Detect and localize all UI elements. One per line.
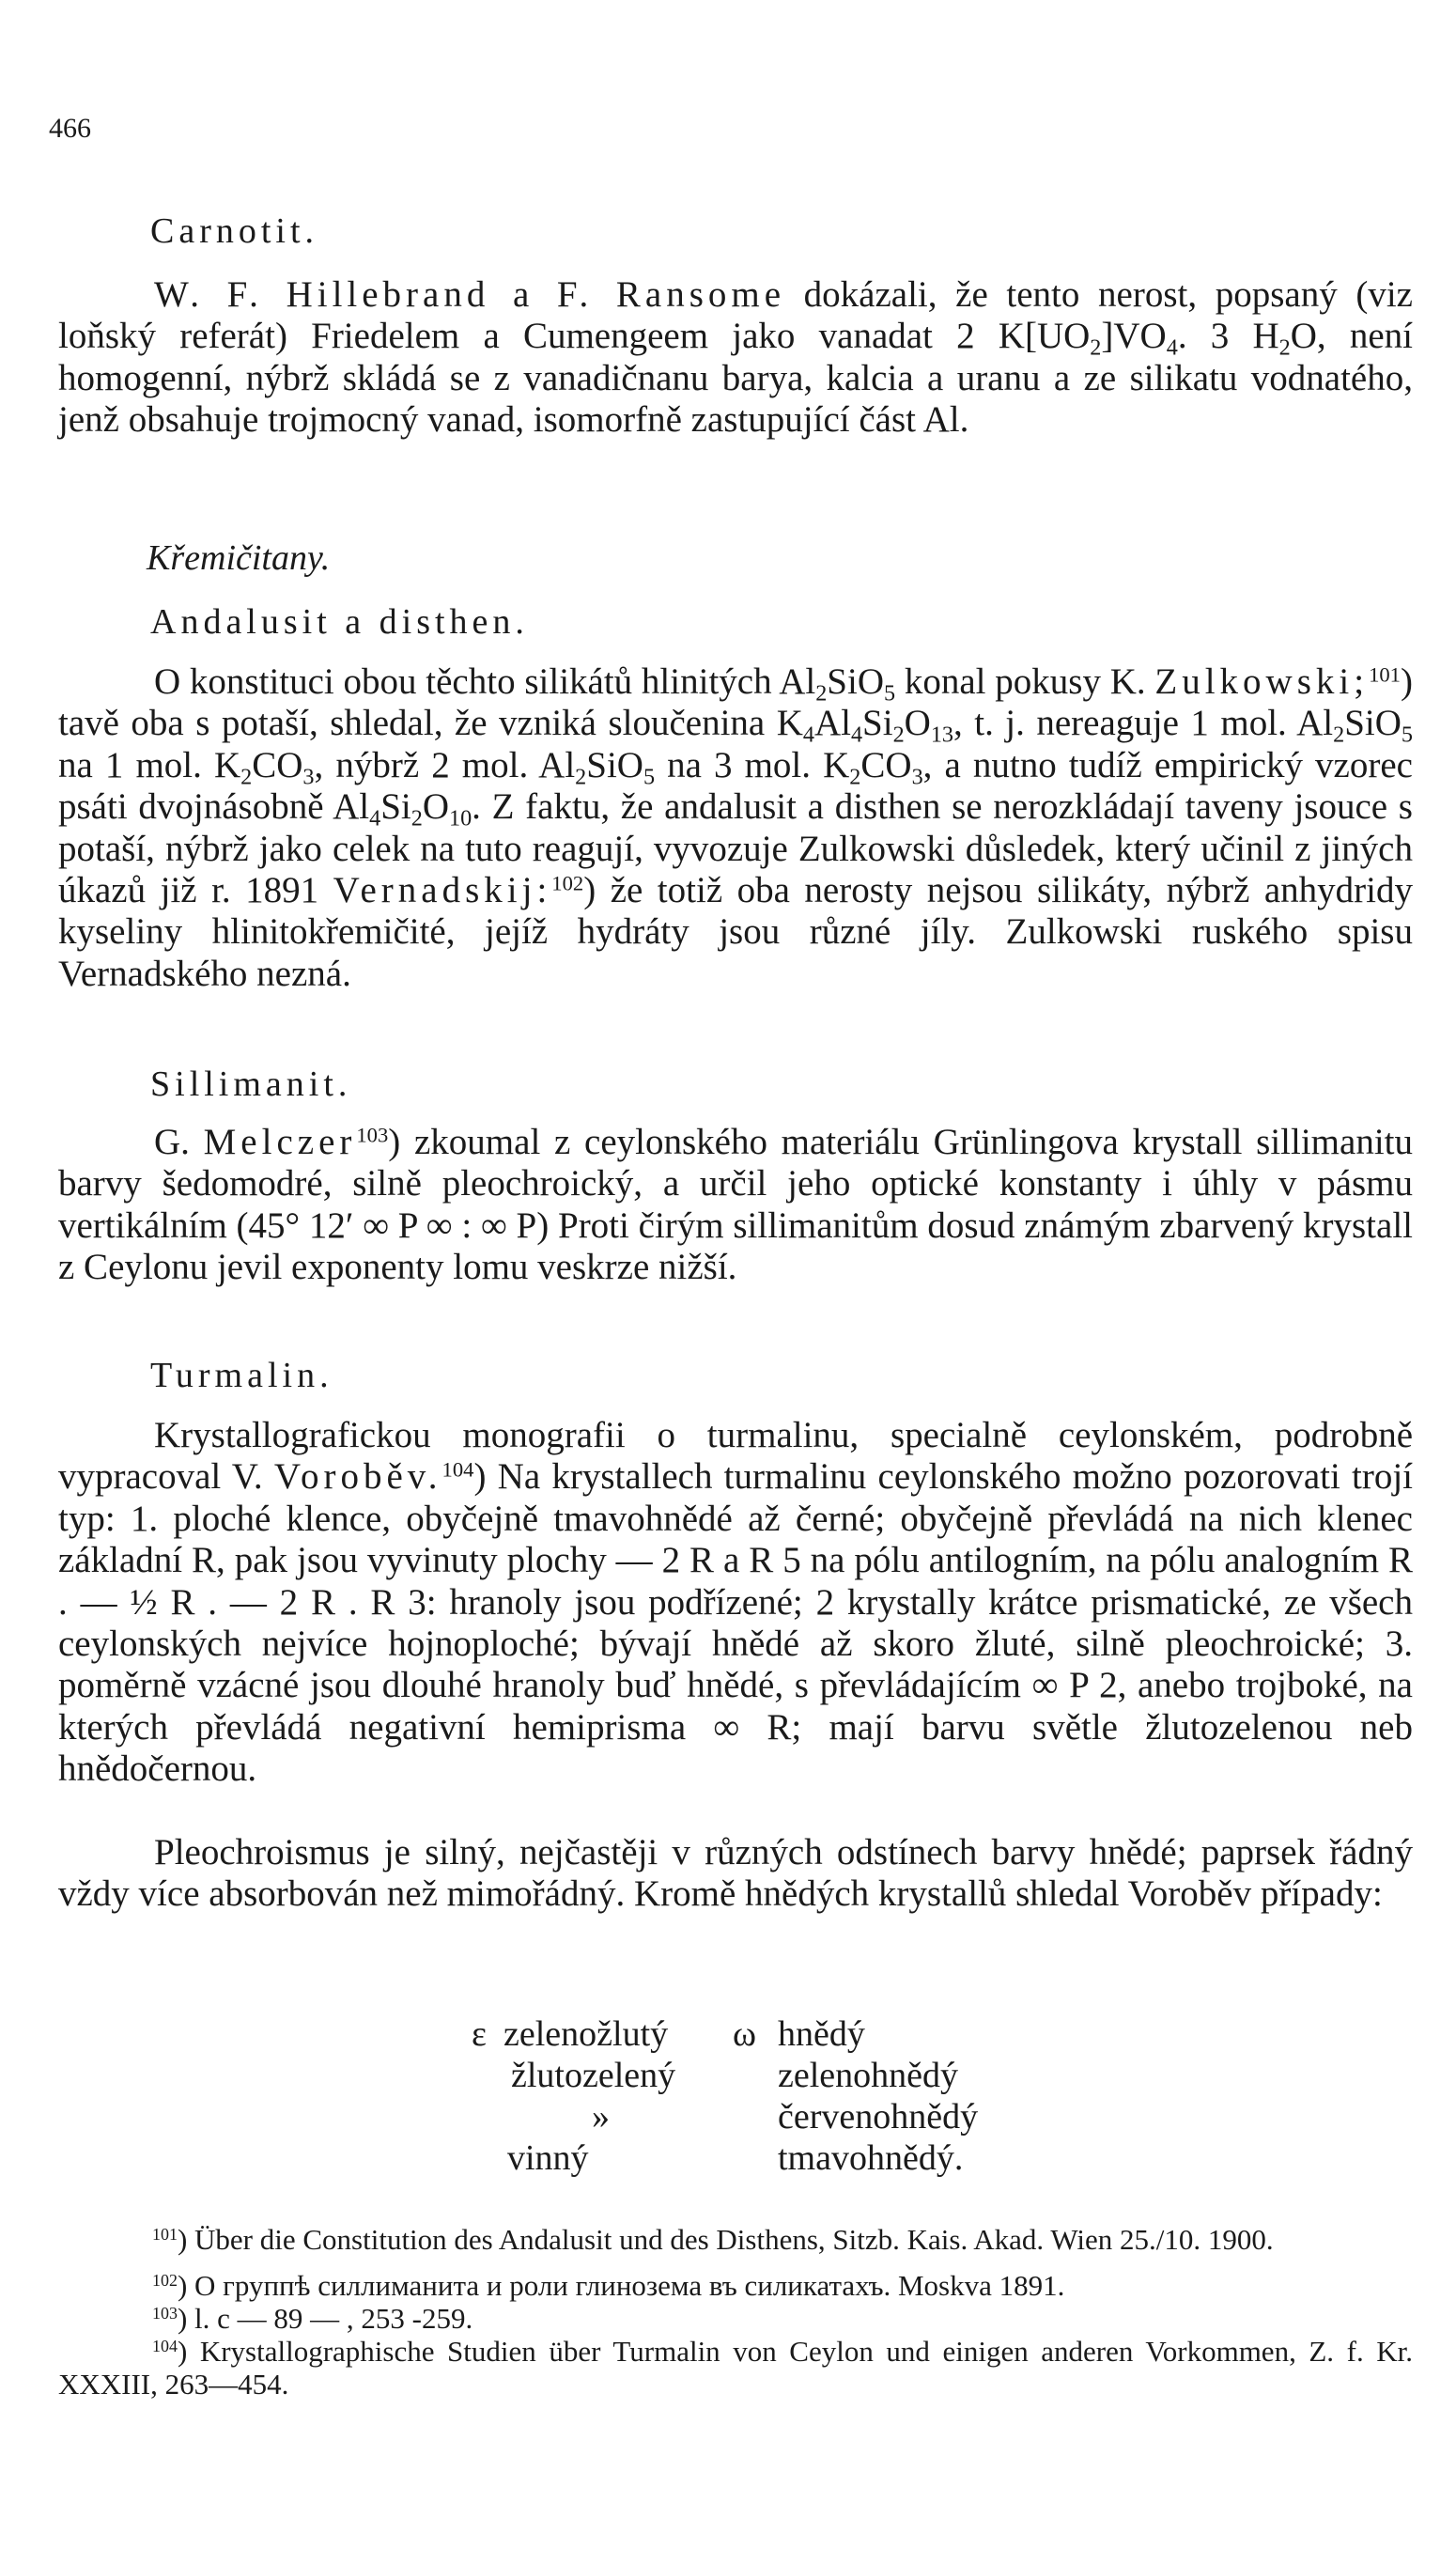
footnotes [58,2223,1413,2401]
footnote-ref: 103 [356,1123,389,1147]
table-cell: zelenohnědý [778,2056,959,2095]
paragraph-carnotit: W. F. Hillebrand a F. Ransome dokázali, že tento nerost, popsaný (viz loňský referát) Friedelem a Cumengeem jako vanadat 2 $K[UO_2]VO_4$. 3 $H_2O$, není homogenní, nýbrž skládá se z vanadičnanu barya, kalcia a uranu a ze silikatu vodnatého, jenž obsahuje trojmocný vanad, isomorfně zastupující část Al. [58,274,1413,441]
footnote-ref: 101 [1369,662,1401,687]
author-name: Melczer [203,1122,357,1162]
footnote-number: 103 [152,2304,178,2323]
footnote-ref: 104 [441,1457,474,1482]
table-cell: hnědý [778,2014,865,2054]
footnote-104: $^{104}$) Krystallographische Studien über Turmalin von Ceylon und einigen anderen Vorkommen, Z. f. Kr. XXXIII, 263—454. [58,2335,1413,2401]
paragraph-sillimanit: G. Melczer$^{103}$) zkoumal z ceylonského materiálu Grünlingova krystall sillimanitu barvy šedomodré, silně pleochroický, a určil jeho optické konstanty i úhly v pásmu vertikálním (45° 12′ ∞ P ∞ : ∞ P) Proti čirým sillimanitům dosud známým zbarvený krystall z Ceylonu jevil exponenty lomu veskrze nižší. [58,1122,1413,1288]
footnote-101: $^{101}$) Über die Constitution des Andalusit und des Disthens, Sitzb. Kais. Akad. Wien 25./10. 1900. [152,2223,1274,2256]
table-cell: červenohnědý [778,2097,979,2137]
paragraph-pleochroismus: Pleochroismus je silný, nejčastěji v různých odstínech barvy hnědé; paprsek řádný vždy více absorbován než mimořádný. Kromě hnědých krystallů shledal Voroběv případy: [58,1832,1413,1915]
table-epsilon-symbol: ε [472,2014,487,2054]
table-cell: vinný [507,2138,589,2178]
heading-turmalin: Turmalin. [150,1356,333,1395]
heading-sillimanit: Sillimanit. [150,1064,352,1104]
table-cell: žlutozelený [511,2056,676,2095]
heading-carnotit: Carnotit. [150,211,319,251]
footnote-number: 101 [152,2225,178,2245]
table-cell: » [592,2097,610,2137]
footnote-102: $^{102}$) О группѣ силлиманита и роли глинозема въ силикатахъ. Moskva 1891. [152,2269,1065,2302]
heading-andalusit: Andalusit a disthen. [150,602,529,642]
table-omega-symbol: ω [733,2014,757,2054]
paragraph-turmalin: Krystallografickou monografii o turmalinu, specialně ceylonském, podrobně vypracoval V. Voroběv.$^{104}$) Na krystallech turmalinu ceylonského možno pozorovati trojí typ: 1. ploché klence, obyčejně tmavohnědé až černé; obyčejně převládá na nich klenec základní R, pak jsou vyvinuty plochy — 2 R a R 5 na pólu antilogním, na pólu analogním R . — ½ R . — 2 R . R 3: hranoly jsou podřízené; 2 krystally krátce prismatické, ze všech ceylonských nejvíce hojnoploché; bývají hnědé až skoro žluté, silně pleochroické; 3. poměrně vzácné jsou dlouhé hranoly buď hnědé, s převládajícím ∞ P 2, anebo trojboké, na kterých převládá negativní hemiprisma ∞ R; mají barvu světle žlutozelenou neb hnědočernou. [58,1415,1414,1790]
author-name: Voroběv. [273,1456,442,1498]
author-name: Zulkowski; [1154,661,1370,702]
footnote-103: $^{103}$) l. c — 89 — , 253 -259. [152,2302,473,2335]
footnote-number: 102 [152,2271,178,2291]
paragraph-andalusit: O konstituci obou těchto silikátů hlinitých $Al_2SiO_5$ konal pokusy K. Zulkowski;$^{101}$) tavě oba s potaší, shledal, že vzniká sloučenina $K_4Al_4Si_2O_{13}$, t. j. nereaguje 1 mol. $Al_2SiO_5$ na 1 mol. $K_2CO_3$, nýbrž 2 mol. $Al_2SiO_5$ na 3 mol. $K_2CO_3$, a nutno tudíž empirický vzorec psáti dvojnásobně $Al_4Si_2O_{10}$. Z faktu, že andalusit a disthen se nerozkládají taveny jsouce s potaší, nýbrž jako celek na tuto reagují, vyvozuje Zulkowski důsledek, který učinil z jiných úkazů již r. 1891 Vernadskij:$^{102}$) že totiž oba nerosty nejsou silikáty, nýbrž anhydridy kyseliny hlinitokřemičité, jejíž hydráty jsou různé jíly. Zulkowski ruského spisu Vernadského nezná. [58,661,1413,994]
author-name: Vernadskij: [333,870,552,911]
table-cell: zelenožlutý [503,2014,669,2054]
page-number: 466 [49,113,91,144]
author-name: W. F. Hillebrand a F. Ransome [154,274,786,315]
heading-kremicitany: Křemičitany. [147,538,331,578]
table-cell: tmavohnědý. [778,2138,964,2178]
footnote-number: 104 [152,2337,178,2356]
footnote-ref: 102 [551,871,584,895]
